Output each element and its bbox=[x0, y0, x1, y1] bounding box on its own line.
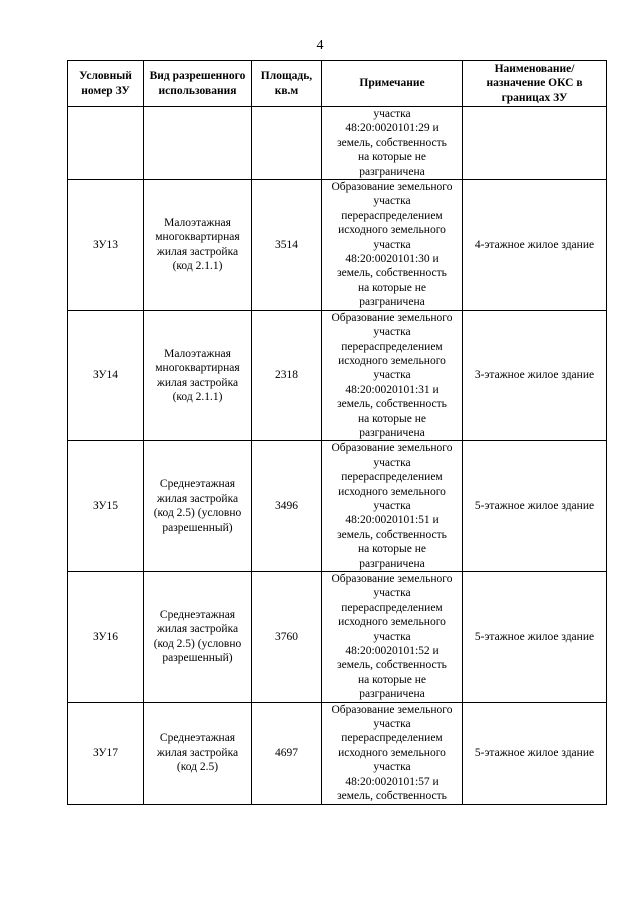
cell-oks: 3-этажное жилое здание bbox=[463, 310, 607, 441]
note-line: на которые не bbox=[357, 281, 427, 294]
note-line: 48:20:0020101:30 и bbox=[345, 253, 439, 266]
note-line: Образование земельного bbox=[331, 703, 453, 716]
cell-note bbox=[322, 702, 463, 804]
table-row bbox=[68, 702, 607, 804]
land-plots-table bbox=[67, 60, 607, 805]
note-line: Образование земельного bbox=[331, 442, 453, 455]
note-line: разграничена bbox=[359, 688, 425, 701]
note-line: участка bbox=[373, 369, 411, 382]
note-line: 48:20:0020101:52 и bbox=[345, 645, 439, 658]
cell-number: ЗУ14 bbox=[68, 310, 144, 441]
note-line: на которые не bbox=[357, 412, 427, 425]
table-row bbox=[68, 107, 607, 180]
note-line: участка bbox=[373, 630, 411, 643]
note-line: земель, собственность bbox=[337, 398, 447, 411]
note-line: разграничена bbox=[359, 296, 425, 309]
page-number: 4 bbox=[316, 38, 324, 53]
header-oks: Наименование/ назначение ОКС в границах ЗУ bbox=[463, 61, 607, 107]
cell-use bbox=[144, 107, 252, 180]
cell-number bbox=[68, 107, 144, 180]
note-line: Образование земельного bbox=[331, 573, 453, 585]
note-line: участка bbox=[373, 238, 411, 251]
note-line: земель, собственность bbox=[337, 267, 447, 280]
note-line: 48:20:0020101:51 и bbox=[345, 514, 439, 527]
note-line: участка bbox=[373, 718, 411, 731]
note-line: на которые не bbox=[357, 543, 427, 556]
cell-number: ЗУ16 bbox=[68, 572, 144, 703]
cell-area: 4697 bbox=[252, 702, 322, 804]
note-line: участка bbox=[373, 499, 411, 512]
note-line: исходного земельного bbox=[338, 485, 446, 498]
note-line: перераспределением bbox=[341, 732, 443, 745]
cell-use: Малоэтажная многоквартирная жилая застройка (код 2.1.1) bbox=[144, 310, 252, 441]
cell-oks: 5-этажное жилое здание bbox=[463, 702, 607, 804]
cell-number: ЗУ15 bbox=[68, 441, 144, 572]
note-line: Образование земельного bbox=[331, 311, 453, 324]
cell-area bbox=[252, 107, 322, 180]
note-line: участка bbox=[373, 326, 411, 339]
note-line: участка bbox=[373, 195, 411, 208]
note-line: перераспределением bbox=[341, 340, 443, 353]
cell-oks bbox=[463, 107, 607, 180]
header-note: Примечание bbox=[322, 61, 463, 107]
cell-area: 3496 bbox=[252, 441, 322, 572]
table-row bbox=[68, 572, 607, 703]
note-line: на которые не bbox=[357, 151, 427, 164]
note-line: разграничена bbox=[359, 165, 425, 178]
note-line: исходного земельного bbox=[338, 616, 446, 629]
cell-oks: 5-этажное жилое здание bbox=[463, 441, 607, 572]
header-area: Площадь, кв.м bbox=[252, 61, 322, 107]
cell-area: 3514 bbox=[252, 180, 322, 311]
header-number: Условный номер ЗУ bbox=[68, 61, 144, 107]
cell-use: Среднеэтажная жилая застройка (код 2.5) (условно разрешенный) bbox=[144, 572, 252, 703]
note-line: перераспределением bbox=[341, 471, 443, 484]
note-line: земель, собственность bbox=[337, 790, 447, 803]
note-line: перераспределением bbox=[341, 209, 443, 222]
cell-note bbox=[322, 572, 463, 703]
cell-note bbox=[322, 180, 463, 311]
note-line: участка bbox=[373, 456, 411, 469]
table-row bbox=[68, 441, 607, 572]
note-line: участка bbox=[373, 108, 411, 120]
note-line: разграничена bbox=[359, 557, 425, 570]
note-line: 48:20:0020101:29 и bbox=[345, 122, 439, 135]
cell-number: ЗУ17 bbox=[68, 702, 144, 804]
note-line: исходного земельного bbox=[338, 746, 446, 759]
note-line: земель, собственность bbox=[337, 659, 447, 672]
note-line: разграничена bbox=[359, 426, 425, 439]
note-line: на которые не bbox=[357, 673, 427, 686]
cell-area: 3760 bbox=[252, 572, 322, 703]
note-line: исходного земельного bbox=[338, 354, 446, 367]
table-row bbox=[68, 180, 607, 311]
cell-area: 2318 bbox=[252, 310, 322, 441]
note-line: участка bbox=[373, 761, 411, 774]
table-header-row bbox=[68, 61, 607, 107]
cell-use: Среднеэтажная жилая застройка (код 2.5) (условно разрешенный) bbox=[144, 441, 252, 572]
note-line: земель, собственность bbox=[337, 136, 447, 149]
cell-use: Среднеэтажная жилая застройка (код 2.5) bbox=[144, 702, 252, 804]
note-line: 48:20:0020101:31 и bbox=[345, 383, 439, 396]
cell-number: ЗУ13 bbox=[68, 180, 144, 311]
note-line: исходного земельного bbox=[338, 224, 446, 237]
cell-oks: 4-этажное жилое здание bbox=[463, 180, 607, 311]
cell-note bbox=[322, 310, 463, 441]
cell-oks: 5-этажное жилое здание bbox=[463, 572, 607, 703]
cell-note bbox=[322, 441, 463, 572]
table-row bbox=[68, 310, 607, 441]
header-use: Вид разрешенного использования bbox=[144, 61, 252, 107]
note-line: земель, собственность bbox=[337, 528, 447, 541]
note-line: 48:20:0020101:57 и bbox=[345, 775, 439, 788]
note-line: участка bbox=[373, 587, 411, 600]
cell-note bbox=[322, 107, 463, 180]
cell-use: Малоэтажная многоквартирная жилая застройка (код 2.1.1) bbox=[144, 180, 252, 311]
note-line: Образование земельного bbox=[331, 181, 453, 194]
note-line: перераспределением bbox=[341, 601, 443, 614]
